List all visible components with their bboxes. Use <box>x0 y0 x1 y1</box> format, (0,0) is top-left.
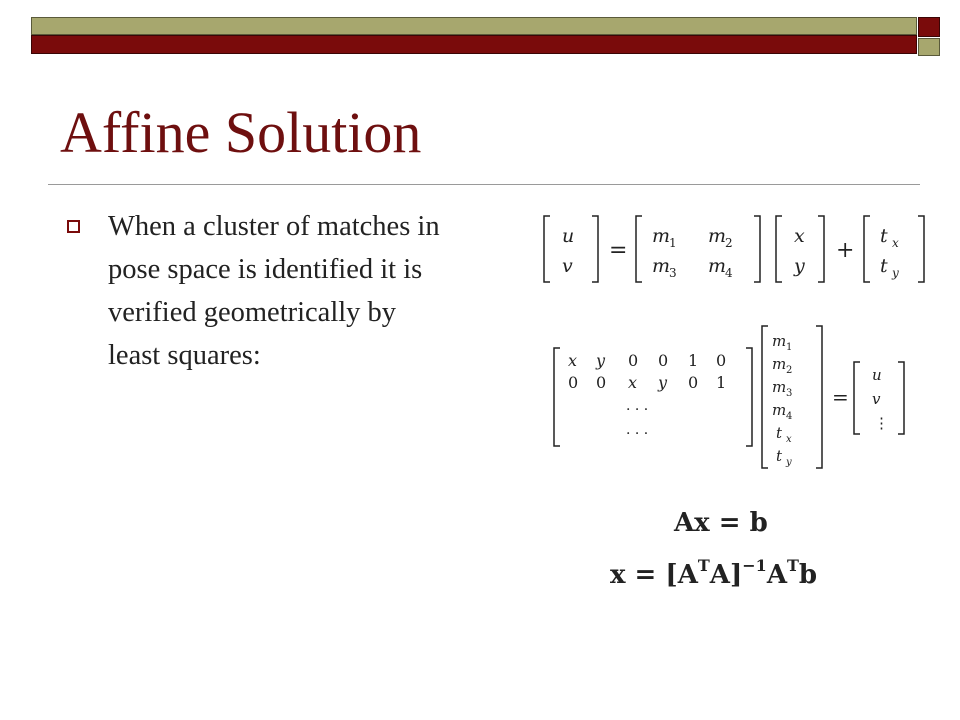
svg-text:m: m <box>772 355 787 373</box>
svg-text:0: 0 <box>596 373 607 392</box>
svg-text:⋮: ⋮ <box>874 414 889 432</box>
svg-text:x: x <box>628 373 638 392</box>
svg-text:1: 1 <box>688 351 699 370</box>
svg-text:t: t <box>776 424 783 442</box>
svg-text:2: 2 <box>725 236 733 250</box>
svg-text:· · ·: · · · <box>626 426 649 442</box>
svg-text:0: 0 <box>716 351 727 370</box>
svg-text:y: y <box>794 255 805 277</box>
title-divider <box>48 184 920 185</box>
least-squares-matrix-equation <box>550 322 910 472</box>
square-bullet-icon <box>67 220 80 233</box>
svg-text:· · ·: · · · <box>626 402 649 418</box>
svg-text:m: m <box>772 401 787 419</box>
svg-text:x: x <box>794 225 805 247</box>
svg-text:x: x <box>786 434 792 445</box>
svg-text:m: m <box>652 255 671 277</box>
header-band-olive <box>31 17 917 35</box>
svg-text:x: x <box>568 351 578 370</box>
svg-text:m: m <box>708 255 727 277</box>
svg-text:3: 3 <box>786 388 793 399</box>
svg-text:+: + <box>836 238 855 263</box>
svg-text:y: y <box>786 457 792 468</box>
svg-text:0: 0 <box>658 351 669 370</box>
svg-text:x: x <box>892 236 899 250</box>
svg-text:4: 4 <box>786 411 793 422</box>
normal-equations <box>600 505 870 605</box>
slide-title: Affine Solution <box>60 100 422 165</box>
svg-text:4: 4 <box>725 266 733 280</box>
svg-text:1: 1 <box>669 236 677 250</box>
bullet-text: When a cluster of matches in pose space is identified it is verified geometrically by least squares: <box>108 211 440 371</box>
svg-text:y: y <box>596 351 606 370</box>
svg-text:=: = <box>832 385 849 409</box>
header-corner-red <box>918 17 940 37</box>
svg-text:t: t <box>776 447 783 465</box>
svg-text:t: t <box>880 255 888 277</box>
svg-text:y: y <box>658 373 668 392</box>
svg-text:=: = <box>609 238 628 263</box>
svg-text:3: 3 <box>669 266 677 280</box>
header-corner-olive <box>918 38 940 56</box>
svg-text:0: 0 <box>568 373 579 392</box>
svg-text:m: m <box>708 225 727 247</box>
svg-text:1: 1 <box>716 373 727 392</box>
eq1-u: u <box>562 225 575 247</box>
svg-text:t: t <box>880 225 888 247</box>
svg-text:u: u <box>872 366 882 384</box>
svg-text:2: 2 <box>786 365 793 376</box>
svg-text:m: m <box>772 332 787 350</box>
header-band-red <box>31 35 917 54</box>
svg-text:1: 1 <box>786 342 793 353</box>
svg-text:0: 0 <box>688 373 699 392</box>
svg-text:m: m <box>652 225 671 247</box>
eq3-line1: Ax = b <box>674 508 768 538</box>
eq1-v: v <box>562 255 573 277</box>
svg-text:0: 0 <box>628 351 639 370</box>
svg-text:x = [ATA]−1ATb: $x = [A^TA]^{-1}A^Tb$ <box>610 556 818 590</box>
svg-text:v: v <box>872 390 881 408</box>
svg-text:y: y <box>892 266 899 280</box>
svg-text:m: m <box>772 378 787 396</box>
affine-equation <box>540 210 930 290</box>
